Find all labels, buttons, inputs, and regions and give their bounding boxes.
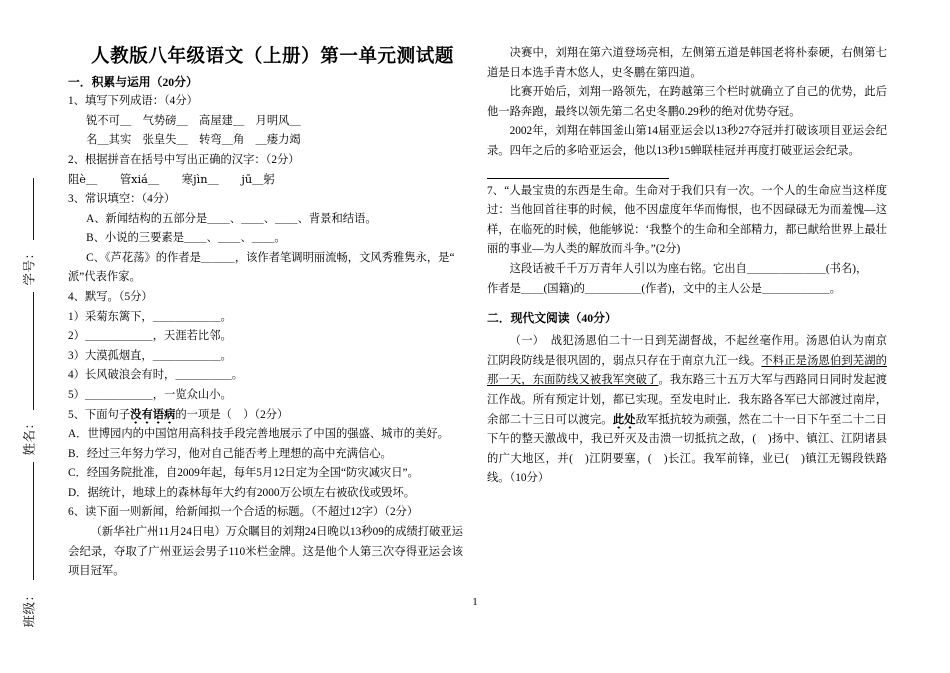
question-6-news-paragraph-2: 决赛中，刘翔在第六道登场亮相，左侧第五道是韩国老将朴泰硬，右侧第七道是日本选手青木悠人，史冬鹏在第四道。 xyxy=(487,47,887,79)
question-5-option-b: B．经过三年努力学习，他对自己能否考上理想的高中充满信心。 xyxy=(68,447,392,460)
question-6-news-paragraph-4: 2002年，刘翔在韩国釜山第14届亚运会以13秒27夺冠并打破该项目亚运会纪录。四年之后的多哈亚运会，他以13秒15蝉联桂冠并再度打破亚运会纪录。 xyxy=(487,125,887,157)
question-2-pinyin-line: 阻è＿ 管xiá＿ 寒jìn＿ jū＿躬 xyxy=(68,173,275,187)
student-info-margin xyxy=(0,0,58,673)
question-5-stem-before: 5、下面句子 xyxy=(68,408,131,421)
student-id-label: 学号： xyxy=(21,246,37,286)
page-title: 人教版八年级语文（上册）第一单元测试题 xyxy=(91,46,454,67)
question-6-stem: 6、读下面一则新闻，给新闻拟一个合适的标题。（不超过12字）（2分） xyxy=(68,506,419,519)
margin-rule-top xyxy=(33,178,34,240)
passage-underlined-text: 不料正是汤恩伯到芜湖的那一天，东面防线又被我军突破了 xyxy=(487,354,887,387)
question-2-stem: 2、根据拼音在括号中写出正确的汉字：（2分） xyxy=(68,153,300,166)
question-7-answer-line-2: 作者是＿＿(国籍)的＿＿＿＿＿(作者)，文中的主人公是＿＿＿＿＿＿。 xyxy=(487,282,841,295)
passage-emphasis-text: 此处 xyxy=(612,413,636,426)
question-4-item-4: 4）长风破浪会有时，＿＿＿＿＿。 xyxy=(68,369,244,382)
question-7-answer-line-1: 这段话被千千万万青年人引以为座右铭。它出自＿＿＿＿＿＿＿(书名)， xyxy=(509,262,868,275)
question-4-item-1: 1）采菊东篱下，＿＿＿＿＿＿。 xyxy=(68,310,232,323)
margin-field-student-id xyxy=(0,240,58,292)
question-5-stem xyxy=(68,406,463,426)
question-5-stem-after: 的一项是（ ）（2分） xyxy=(175,408,289,421)
question-5-option-c: C．经国务院批准，自2009年起，每年5月12日定为全国“防灾减灾日”。 xyxy=(68,467,419,480)
passage-text-part-2: 。我东路三十五万大军与西路同日同时发起渡江作战。所有预定计划，都已实现。至发电时止．我东路各军已大部渡过南岸，余部二十三日可以渡完。 xyxy=(487,374,887,426)
question-4-stem: 4、默写。（5分） xyxy=(68,290,153,303)
question-4-item-2: 2）＿＿＿＿＿＿，天涯若比邻。 xyxy=(68,330,232,343)
reading-passage-one xyxy=(487,332,887,489)
passage-label: （一） xyxy=(509,335,545,348)
question-5-option-a: A．世博园内的中国馆用高科技手段完善地展示了中国的强盛、城市的美好。 xyxy=(68,428,449,441)
question-1-line-1: 锐不可＿ 气势磅＿ 高屋建＿ 月明风＿ xyxy=(86,114,301,127)
name-label: 姓名： xyxy=(21,416,37,456)
question-4-item-3: 3）大漠孤烟直，＿＿＿＿＿＿。 xyxy=(68,349,232,362)
question-3-stem: 3、常识填空：（4分） xyxy=(68,192,176,205)
question-4-item-5: 5）＿＿＿＿＿＿，一览众山小。 xyxy=(68,388,232,401)
column-right xyxy=(487,44,887,489)
passage-text-part-1: 战犯汤恩伯二十一日到芜湖督战，不起丝毫作用。汤恩伯认为南京江阴段防线是很巩固的，弱点只存在于南京九江一线。 xyxy=(487,335,887,367)
margin-rule-1 xyxy=(33,292,34,410)
question-3-option-c-line-2: 派”代表作家。 xyxy=(68,271,141,284)
margin-field-name xyxy=(0,410,58,462)
passage-text-part-3: 敌军抵抗较为顽强，然在二十一日下午至二十二日下午的整天激战中，我已歼灭及击溃一切抵抗之敌，( )扬中、镇江、江阴诸县的广大地区，并( )江阴要塞，( )长江。我军前锋，业已( )镇江无锡段铁路线。（10分） xyxy=(487,413,887,485)
question-3-option-b: B、小说的三要素是＿＿、＿＿、＿＿。 xyxy=(86,232,286,245)
question-1-line-2: 名＿其实 张皇失＿ 转弯＿角 ＿瘘力竭 xyxy=(86,134,301,147)
question-5-emphasis: 没有语病 xyxy=(130,408,176,421)
question-3-option-c-line-1: C、《芦花荡》的作者是＿＿＿，该作者笔调明丽流畅，文风秀雅隽永，是“ xyxy=(86,251,455,264)
spacer-before-section-two xyxy=(487,299,887,307)
question-5-option-d: D．据统计，地球上的森林每年大约有2000万公顷左右被砍伐或毁坏。 xyxy=(68,486,416,499)
question-7-quote: 7、“人最宝贵的东西是生命。生命对于我们只有一次。一个人的生命应当这样度过：当他回首往事的时候，他不因虚度年华而悔恨，也不因碌碌无为而羞愧—这样，在临死的时候，他能够说：‘我整个的生命和全部精力，都已献给世界上最壮丽的事业—为人类的解放而斗争。”(2分) xyxy=(487,184,887,256)
margin-field-class xyxy=(0,580,58,636)
question-6-news-paragraph-3: 比赛开始后，刘翔一路领先，在跨越第三个栏时就确立了自己的优势，此后他一路奔跑，最终以领先第二名史冬鹏0.29秒的绝对优势夺冠。 xyxy=(487,86,887,118)
question-6-news-paragraph-1: （新华社广州11月24日电）万众瞩目的刘翔24日晚以13秒09的成绩打破亚运会纪录，夺取了广州亚运会男子110米栏金牌。这是他个人第三次夺得亚运会该项目冠军。 xyxy=(68,526,463,578)
section-two-heading: 二．现代文阅读（40分） xyxy=(487,311,617,326)
column-left xyxy=(68,44,463,582)
question-6-answer-line[interactable] xyxy=(487,167,669,179)
question-3-option-a: A、新闻结构的五部分是＿＿、＿＿、＿＿、背景和结语。 xyxy=(86,212,377,225)
section-one-heading: 一．积累与运用（20分） xyxy=(68,75,198,89)
margin-rule-2 xyxy=(33,462,34,580)
class-label: 班级： xyxy=(21,588,37,628)
page-number: 1 xyxy=(472,596,478,608)
question-1-stem: 1、填写下列成语：（4分） xyxy=(68,95,198,107)
